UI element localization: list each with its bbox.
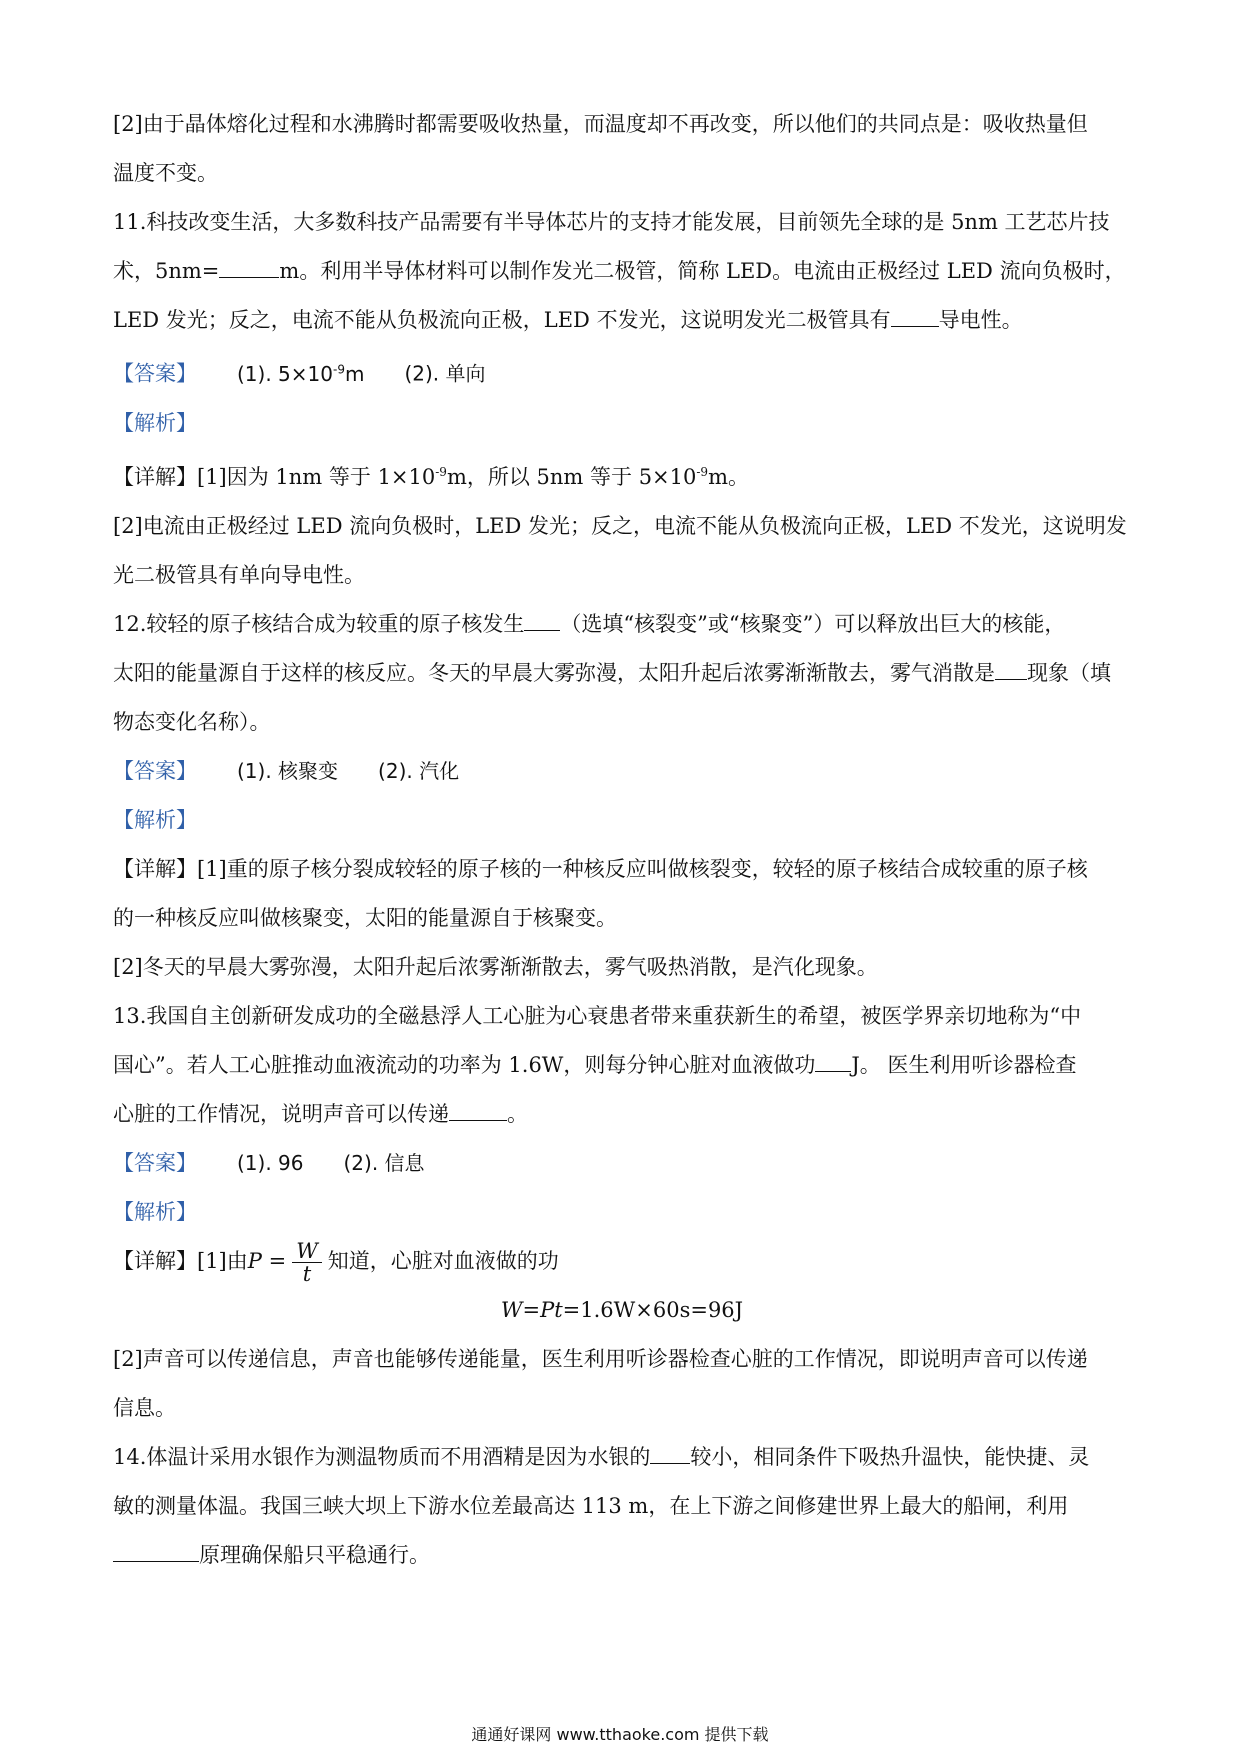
q12-stem-line-3: 物态变化名称）。 <box>113 709 271 734</box>
q13-detail-1b: 知道，心脏对血液做的功 <box>327 1248 559 1273</box>
q11-detail-1-exponent-2: -9 <box>696 464 709 479</box>
analysis-tag: 【解析】 <box>113 410 197 435</box>
q12-answer-2: (2). 汽化 <box>378 758 460 783</box>
equation-eq: = <box>522 1297 541 1322</box>
q14-stem-line-1 <box>113 1433 1131 1482</box>
q13-detail-1 <box>113 1237 1131 1286</box>
answer-blank <box>891 304 939 327</box>
q11-answer-1-exponent: -9 <box>332 362 345 376</box>
q11-answer-2: (2). 单向 <box>404 361 486 386</box>
q13-detail-1a: [1]由 <box>197 1248 248 1273</box>
q12-detail-1a: [1]重的原子核分裂成较轻的原子核的一种核反应叫做核裂变，较轻的原子核结合成较重的原子核 <box>197 856 1088 881</box>
q13-stem-3b: 。 <box>507 1101 528 1126</box>
detail-tag: 【详解】 <box>113 464 197 489</box>
answer-tag: 【答案】 <box>113 361 197 386</box>
q14-stem-line-3 <box>113 1531 1131 1580</box>
q11-answer <box>113 345 1131 399</box>
q12-answer <box>113 747 1131 796</box>
q12-analysis <box>113 796 1131 845</box>
q11-answer-1 <box>237 362 364 386</box>
q11-detail-1-exponent-1: -9 <box>435 464 447 479</box>
detail-tag: 【详解】 <box>113 856 197 881</box>
answer-tag: 【答案】 <box>113 758 197 783</box>
q12-detail-1-line-2: 的一种核反应叫做核聚变，太阳的能量源自于核聚变。 <box>113 905 617 930</box>
q11-stem-3b: 导电性。 <box>938 308 1023 332</box>
q14-stem-1b: 较小，相同条件下吸热升温快，能快捷、灵 <box>690 1444 1090 1469</box>
q12-stem-line-2 <box>113 649 1131 698</box>
q12-answer-1: (1). 核聚变 <box>237 758 339 783</box>
q10-detail-2-line-1: [2]由于晶体熔化过程和水沸腾时都需要吸收热量，而温度却不再改变，所以他们的共同点是：吸收热量但 <box>113 112 1088 136</box>
q11-stem-2a: 术，5nm= <box>113 259 220 283</box>
q10-detail-2-line-2: 温度不变。 <box>113 161 218 185</box>
q11-detail-2-line-2: 光二极管具有单向导电性。 <box>113 562 365 587</box>
q14-stem-1a: 14.体温计采用水银作为测温物质而不用酒精是因为水银的 <box>113 1444 651 1469</box>
q14-stem-line-2: 敏的测量体温。我国三峡大坝上下游水位差最高达 113 m，在上下游之间修建世界上最大的船闸，利用 <box>113 1493 1069 1518</box>
answer-blank <box>219 255 279 278</box>
q12-detail-2: [2]冬天的早晨大雾弥漫，太阳升起后浓雾渐渐散去，雾气吸热消散，是汽化现象。 <box>113 954 878 979</box>
q13-analysis <box>113 1188 1131 1237</box>
analysis-tag: 【解析】 <box>113 807 197 832</box>
q13-stem-line-2 <box>113 1041 1131 1090</box>
q13-equation <box>113 1286 1131 1335</box>
answer-blank <box>449 1098 507 1121</box>
q11-stem-line-3 <box>113 296 1131 345</box>
q13-stem-line-3 <box>113 1090 1131 1139</box>
answer-blank <box>113 1539 199 1562</box>
equation-rest: =1.6W×60s=96J <box>562 1297 744 1322</box>
q11-detail-1b: m，所以 5nm 等于 5×10 <box>446 464 697 489</box>
analysis-tag: 【解析】 <box>113 1199 197 1224</box>
q11-stem-3a: LED 发光；反之，电流不能从负极流向正极，LED 不发光，这说明发光二极管具有 <box>113 308 891 332</box>
footer-watermark: 通通好课网 www.tthaoke.com 提供下载 <box>471 1725 769 1744</box>
answer-tag: 【答案】 <box>113 1150 197 1175</box>
q11-stem-line-1: 11.科技改变生活，大多数科技产品需要有半导体芯片的支持才能发展，目前领先全球的是 5nm 工艺芯片技 <box>113 210 1110 234</box>
q11-analysis <box>113 399 1131 448</box>
q12-stem-line-1 <box>113 600 1131 649</box>
answer-blank <box>524 608 560 631</box>
q13-detail-2-line-1: [2]声音可以传递信息，声音也能够传递能量，医生利用听诊器检查心脏的工作情况，即说明声音可以传递 <box>113 1346 1088 1371</box>
q12-stem-2b: 现象（填 <box>1027 660 1111 685</box>
power-formula-fraction <box>292 1240 322 1285</box>
q13-stem-2a: 国心”。若人工心脏推动血液流动的功率为 1.6W，则每分钟心脏对血液做功 <box>113 1052 816 1077</box>
q11-detail-1a: [1]因为 1nm 等于 1×10 <box>197 464 436 489</box>
formula-lhs: P <box>247 1248 262 1273</box>
q13-answer-1: (1). 96 <box>237 1150 304 1175</box>
q11-stem-2b: m。利用半导体材料可以制作发光二极管，简称 LED。电流由正极经过 LED 流向负极时， <box>279 259 1126 283</box>
formula-equals: = <box>268 1248 287 1273</box>
q13-stem-line-1: 13.我国自主创新研发成功的全磁悬浮人工心脏为心衰患者带来重获新生的希望，被医学界亲切地称为“中 <box>113 1003 1082 1028</box>
q13-detail-2-line-2: 信息。 <box>113 1395 176 1420</box>
q11-detail-1 <box>113 448 1131 502</box>
answer-blank <box>995 657 1027 680</box>
detail-tag: 【详解】 <box>113 1248 197 1273</box>
q11-answer-1-unit: m <box>344 361 365 386</box>
q12-stem-1b: （选填“核裂变”或“核聚变”）可以释放出巨大的核能， <box>560 611 1066 636</box>
q14-stem-3: 原理确保船只平稳通行。 <box>199 1542 430 1567</box>
document-page <box>113 100 1131 1580</box>
equation-pt: Pt <box>540 1297 563 1322</box>
q12-stem-2a: 太阳的能量源自于这样的核反应。冬天的早晨大雾弥漫，太阳升起后浓雾渐渐散去，雾气消散是 <box>113 660 995 685</box>
q13-stem-3a: 心脏的工作情况，说明声音可以传递 <box>113 1101 449 1126</box>
q12-stem-1a: 12.较轻的原子核结合成为较重的原子核发生 <box>113 611 525 636</box>
q11-detail-1c: m。 <box>708 464 749 489</box>
equation-w: W <box>500 1297 523 1322</box>
answer-blank <box>650 1441 690 1464</box>
q11-detail-2-line-1: [2]电流由正极经过 LED 流向负极时，LED 发光；反之，电流不能从负极流向正极，LED 不发光，这说明发 <box>113 513 1127 538</box>
q12-detail-1-line-1 <box>113 845 1131 894</box>
formula-denominator: t <box>302 1261 312 1286</box>
answer-blank <box>815 1049 851 1072</box>
q13-answer <box>113 1139 1131 1188</box>
q11-stem-line-2 <box>113 247 1131 296</box>
q11-answer-1-base: (1). 5×10 <box>237 361 333 386</box>
formula-numerator: W <box>292 1240 322 1263</box>
q13-stem-2b: J。 医生利用听诊器检查 <box>851 1052 1077 1077</box>
q13-answer-2: (2). 信息 <box>343 1150 425 1175</box>
